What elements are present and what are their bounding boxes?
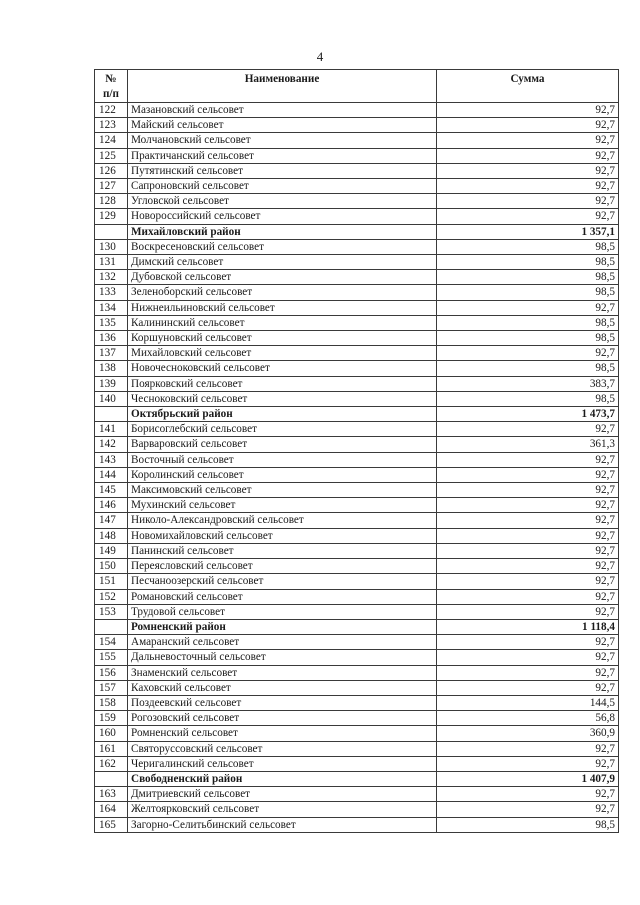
row-name: Романовский сельсовет [128,589,437,604]
header-number-line2: п/п [102,88,119,100]
row-number: 154 [95,635,128,650]
row-number [95,224,128,239]
row-name: Ромненский район [128,619,437,634]
row-name: Королинский сельсовет [128,467,437,482]
table-row [95,650,619,665]
row-sum: 98,5 [437,285,619,300]
row-name: Новочесноковский сельсовет [128,361,437,376]
row-sum: 92,7 [437,422,619,437]
header-number [95,70,128,103]
row-number: 130 [95,239,128,254]
table-row [95,513,619,528]
row-number: 127 [95,179,128,194]
table-row [95,315,619,330]
row-name: Каховский сельсовет [128,680,437,695]
row-sum: 1 118,4 [437,619,619,634]
row-number: 123 [95,118,128,133]
table-row [95,695,619,710]
row-name: Борисоглебский сельсовет [128,422,437,437]
table-row [95,103,619,118]
table-row [95,133,619,148]
row-name: Песчаноозерский сельсовет [128,574,437,589]
row-name: Коршуновский сельсовет [128,331,437,346]
row-number: 163 [95,787,128,802]
row-number: 129 [95,209,128,224]
row-name: Димский сельсовет [128,255,437,270]
row-name: Святоруссовский сельсовет [128,741,437,756]
table-row [95,118,619,133]
district-row [95,224,619,239]
row-name: Поярковский сельсовет [128,376,437,391]
row-number: 150 [95,559,128,574]
row-number [95,407,128,422]
table-row [95,543,619,558]
row-number: 146 [95,498,128,513]
row-number: 122 [95,103,128,118]
table-row [95,179,619,194]
row-sum: 92,7 [437,148,619,163]
row-sum: 98,5 [437,315,619,330]
row-sum: 92,7 [437,513,619,528]
row-number: 161 [95,741,128,756]
row-sum: 98,5 [437,255,619,270]
row-sum: 1 357,1 [437,224,619,239]
row-number: 137 [95,346,128,361]
row-sum: 92,7 [437,802,619,817]
row-number: 139 [95,376,128,391]
row-sum: 92,7 [437,787,619,802]
table-row [95,483,619,498]
row-name: Переясловский сельсовет [128,559,437,574]
row-name: Панинский сельсовет [128,543,437,558]
district-row [95,771,619,786]
table-row [95,559,619,574]
row-sum: 92,7 [437,559,619,574]
row-sum: 92,7 [437,209,619,224]
row-sum: 92,7 [437,756,619,771]
table-row [95,452,619,467]
row-sum: 92,7 [437,467,619,482]
table-row [95,726,619,741]
district-row [95,619,619,634]
table-row [95,817,619,832]
row-sum: 1 473,7 [437,407,619,422]
row-number: 144 [95,467,128,482]
row-name: Зеленоборский сельсовет [128,285,437,300]
row-number: 128 [95,194,128,209]
table-row [95,391,619,406]
table-row [95,787,619,802]
table-row [95,148,619,163]
row-sum: 92,7 [437,635,619,650]
table-row [95,346,619,361]
row-number: 160 [95,726,128,741]
row-name: Мазановский сельсовет [128,103,437,118]
table-row [95,361,619,376]
row-number: 159 [95,711,128,726]
table-row [95,194,619,209]
row-name: Молчановский сельсовет [128,133,437,148]
row-number: 153 [95,604,128,619]
row-name: Нижнеильиновский сельсовет [128,300,437,315]
row-name: Знаменский сельсовет [128,665,437,680]
table-row [95,163,619,178]
row-sum: 98,5 [437,331,619,346]
table-row [95,239,619,254]
row-name: Практичанский сельсовет [128,148,437,163]
row-name: Воскресеновский сельсовет [128,239,437,254]
table-row [95,741,619,756]
table-row [95,665,619,680]
table-row [95,711,619,726]
row-sum: 144,5 [437,695,619,710]
row-name: Дальневосточный сельсовет [128,650,437,665]
row-sum: 92,7 [437,300,619,315]
row-number: 132 [95,270,128,285]
row-name: Восточный сельсовет [128,452,437,467]
row-number: 136 [95,331,128,346]
row-sum: 92,7 [437,163,619,178]
row-number: 124 [95,133,128,148]
row-name: Поздеевский сельсовет [128,695,437,710]
table-row [95,209,619,224]
row-number: 140 [95,391,128,406]
row-name: Путятинский сельсовет [128,163,437,178]
row-number: 125 [95,148,128,163]
row-sum: 1 407,9 [437,771,619,786]
table-header-row [95,70,619,103]
row-number: 134 [95,300,128,315]
row-sum: 92,7 [437,650,619,665]
row-number: 165 [95,817,128,832]
table-row [95,589,619,604]
row-sum: 98,5 [437,817,619,832]
table-row [95,255,619,270]
row-number: 133 [95,285,128,300]
row-name: Максимовский сельсовет [128,483,437,498]
row-name: Варваровский сельсовет [128,437,437,452]
row-sum: 383,7 [437,376,619,391]
table-row [95,604,619,619]
table-row [95,635,619,650]
row-number: 148 [95,528,128,543]
row-name: Калининский сельсовет [128,315,437,330]
row-number: 138 [95,361,128,376]
row-sum: 360,9 [437,726,619,741]
row-name: Майский сельсовет [128,118,437,133]
row-name: Дубовской сельсовет [128,270,437,285]
row-number [95,619,128,634]
table-row [95,574,619,589]
row-number: 143 [95,452,128,467]
row-number: 156 [95,665,128,680]
row-name: Николо-Александровский сельсовет [128,513,437,528]
row-sum: 92,7 [437,741,619,756]
table-row [95,422,619,437]
row-sum: 92,7 [437,133,619,148]
row-number: 155 [95,650,128,665]
table-row [95,437,619,452]
row-number: 126 [95,163,128,178]
row-sum: 92,7 [437,589,619,604]
row-sum: 98,5 [437,239,619,254]
row-name: Мухинский сельсовет [128,498,437,513]
row-sum: 92,7 [437,680,619,695]
row-sum: 92,7 [437,528,619,543]
row-sum: 92,7 [437,543,619,558]
row-sum: 98,5 [437,270,619,285]
table-row [95,528,619,543]
row-name: Октябрьский район [128,407,437,422]
row-sum: 92,7 [437,194,619,209]
row-number: 158 [95,695,128,710]
row-number: 147 [95,513,128,528]
row-sum: 92,7 [437,574,619,589]
table-row [95,756,619,771]
table-row [95,300,619,315]
row-sum: 92,7 [437,498,619,513]
row-number: 151 [95,574,128,589]
row-name: Ромненский сельсовет [128,726,437,741]
row-sum: 92,7 [437,118,619,133]
row-number: 131 [95,255,128,270]
table-body [95,103,619,833]
row-sum: 92,7 [437,452,619,467]
row-sum: 92,7 [437,346,619,361]
row-number: 145 [95,483,128,498]
row-sum: 92,7 [437,665,619,680]
row-name: Желтоярковский сельсовет [128,802,437,817]
allocation-table [94,69,619,833]
row-name: Трудовой сельсовет [128,604,437,619]
page-number: 4 [316,49,324,64]
row-sum: 92,7 [437,483,619,498]
row-sum: 98,5 [437,391,619,406]
row-name: Свободненский район [128,771,437,786]
row-name: Черигалинский сельсовет [128,756,437,771]
row-number: 149 [95,543,128,558]
row-sum: 92,7 [437,103,619,118]
row-sum: 56,8 [437,711,619,726]
table-row [95,376,619,391]
row-number: 142 [95,437,128,452]
header-name: Наименование [128,70,437,103]
row-name: Новомихайловский сельсовет [128,528,437,543]
row-name: Чесноковский сельсовет [128,391,437,406]
table-row [95,498,619,513]
header-sum: Сумма [437,70,619,103]
row-sum: 98,5 [437,361,619,376]
row-name: Амаранский сельсовет [128,635,437,650]
row-number: 152 [95,589,128,604]
row-sum: 361,3 [437,437,619,452]
row-sum: 92,7 [437,179,619,194]
row-number: 157 [95,680,128,695]
header-number-line1: № [105,73,117,85]
table-row [95,467,619,482]
table-row [95,270,619,285]
row-number: 135 [95,315,128,330]
table-row [95,331,619,346]
row-name: Михайловский сельсовет [128,346,437,361]
row-name: Дмитриевский сельсовет [128,787,437,802]
row-number [95,771,128,786]
table-row [95,680,619,695]
row-number: 141 [95,422,128,437]
row-name: Михайловский район [128,224,437,239]
table-row [95,802,619,817]
row-name: Новороссийский сельсовет [128,209,437,224]
row-name: Сапроновский сельсовет [128,179,437,194]
row-name: Угловской сельсовет [128,194,437,209]
row-name: Загорно-Селитьбинский сельсовет [128,817,437,832]
district-row [95,407,619,422]
row-number: 162 [95,756,128,771]
row-name: Рогозовский сельсовет [128,711,437,726]
row-sum: 92,7 [437,604,619,619]
row-number: 164 [95,802,128,817]
table-row [95,285,619,300]
